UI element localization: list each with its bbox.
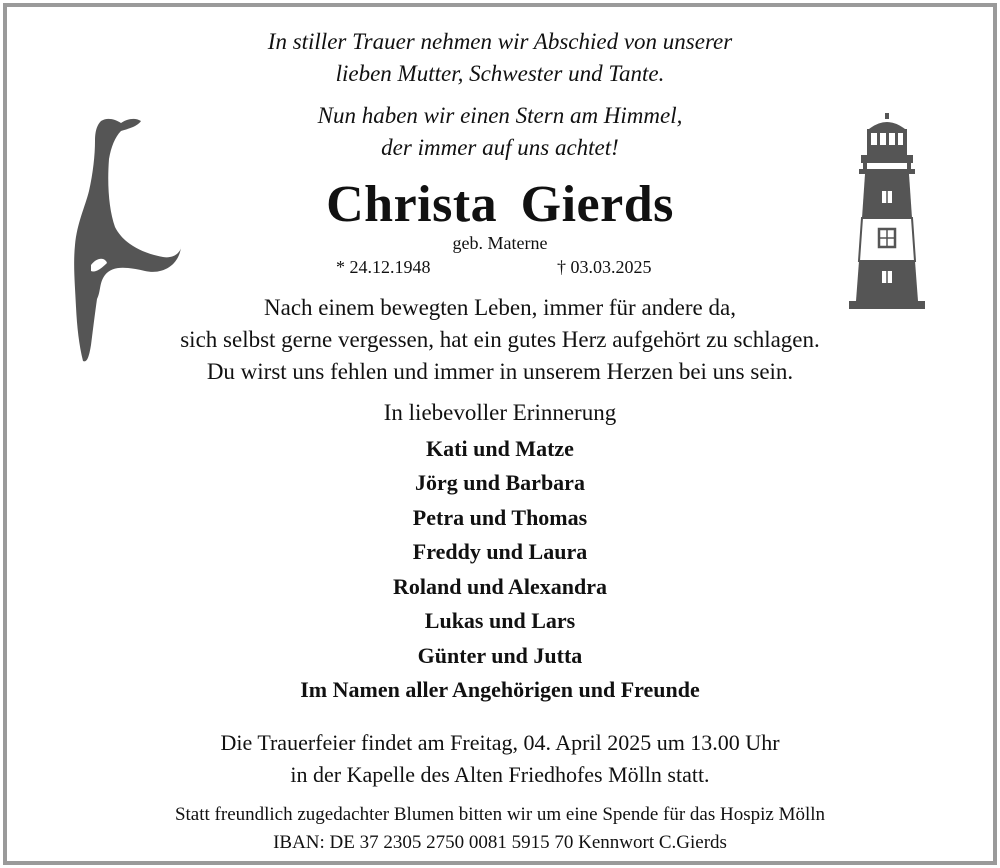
donation-line-2: IBAN: DE 37 2305 2750 0081 5915 70 Kennwort C.Gierds (273, 832, 727, 853)
donation-line-1: Statt freundlich zugedachter Blumen bitten wir um eine Spende für das Hospiz Mölln (174, 804, 826, 825)
intro-line-2: lieben Mutter, Schwester und Tante. (335, 61, 665, 86)
deceased-name: Christa Gierds (326, 176, 674, 233)
family-line-closing: Im Namen aller Angehörigen und Freunde (300, 677, 700, 702)
sylt-island-icon (67, 115, 187, 367)
obituary-notice (3, 3, 997, 865)
text-line-2: sich selbst gerne vergessen, hat ein gutes Herz aufgehört zu schlagen. (180, 327, 820, 352)
intro-line-3: Nun haben wir einen Stern am Himmel, (317, 103, 683, 128)
family-line: Lukas und Lars (424, 608, 576, 633)
remembrance-line: In liebevoller Erinnerung (383, 400, 617, 425)
family-line: Günter und Jutta (417, 643, 583, 668)
text-line-1: Nach einem bewegten Leben, immer für andere da, (264, 295, 736, 320)
ceremony-line-1: Die Trauerfeier findet am Freitag, 04. April 2025 um 13.00 Uhr (220, 730, 780, 755)
ceremony-line-2: in der Kapelle des Alten Friedhofes Mölln statt. (290, 762, 710, 787)
intro-line-1: In stiller Trauer nehmen wir Abschied von unserer (267, 29, 733, 54)
birth-name: geb. Materne (452, 233, 548, 253)
family-line: Roland und Alexandra (393, 574, 607, 599)
intro-line-4: der immer auf uns achtet! (381, 135, 619, 160)
lighthouse-icon (845, 113, 929, 311)
family-line: Petra und Thomas (412, 505, 588, 530)
family-line: Freddy und Laura (412, 539, 588, 564)
death-date: † 03.03.2025 (557, 257, 652, 277)
family-line: Jörg und Barbara (415, 470, 585, 495)
family-line: Kati und Matze (426, 436, 574, 461)
text-line-3: Du wirst uns fehlen und immer in unserem Herzen bei uns sein. (206, 359, 794, 384)
birth-date: * 24.12.1948 (336, 257, 431, 277)
